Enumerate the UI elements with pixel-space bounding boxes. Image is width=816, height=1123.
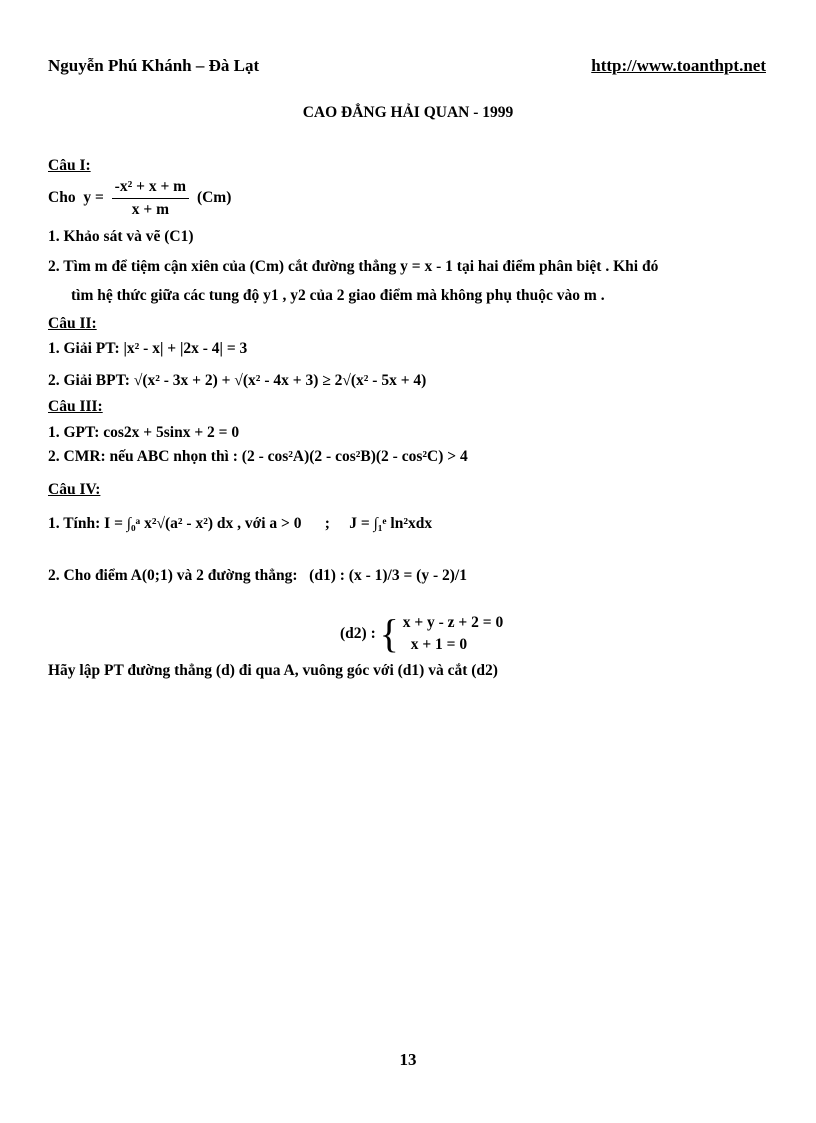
cau3-item2-label: 2. CMR: nếu ABC nhọn thì : [48, 448, 238, 465]
cau1-curve: (Cm) [196, 189, 232, 207]
cau1-item2-d: tìm hệ thức giữa các tung độ [71, 287, 260, 304]
cau4-final-d2: (d2) [471, 662, 498, 679]
cau4-d2-system [403, 612, 504, 656]
cau3-item2-eq: (2 - cos²A)(2 - cos²B)(2 - cos²C) > 4 [241, 448, 468, 465]
cau2-item1-label: 1. Giải PT: [48, 340, 120, 357]
cau4-final-a: Hãy lập PT đường thẳng (d) đi qua A, vuông góc với [48, 662, 394, 679]
cau1-frac-num: -x² + x + m [112, 178, 189, 199]
cau4-d1-label: (d1) : [309, 567, 345, 584]
cau4-final-d1: (d1) [397, 662, 425, 679]
cau4-d2-brace-icon: { [379, 611, 399, 656]
cau2-item2-label: 2. Giải BPT: [48, 372, 130, 389]
cau4-item2 [48, 567, 467, 585]
cau3-item1-eq: cos2x + 5sinx + 2 = 0 [103, 424, 240, 441]
header-author: Nguyễn Phú Khánh – Đà Lạt [48, 56, 260, 75]
cau4-item1 [48, 515, 432, 533]
cau1-y: y = [83, 189, 104, 207]
cau1-item1-curve: (C1) [164, 228, 194, 245]
cau4-d2 [340, 612, 503, 656]
cau1-item2-c: tại hai điểm phân biệt . Khi đó [456, 258, 659, 275]
cau4-d2-eq2: x + 1 = 0 [410, 636, 468, 653]
cau1-item2-b: cắt đường thẳng [287, 258, 397, 275]
cau1-item2-curve: (Cm) [249, 258, 285, 275]
cau1-item2-a: 2. Tìm m để tiệm cận xiên của [48, 258, 246, 275]
cau4-item2-label: 2. Cho điểm A(0;1) và 2 đường thẳng: [48, 567, 298, 584]
cau4-item1-label: 1. Tính: [48, 515, 101, 532]
cau1-item2 [48, 258, 658, 276]
cau1-fraction [112, 178, 189, 219]
cau4-item1-sep: ; [324, 515, 330, 532]
cau4-d2-label: (d2) : [340, 625, 376, 642]
cau1-item2-e: của 2 giao điểm mà không phụ thuộc vào m . [309, 287, 605, 304]
cau4-item1-cond: , với a > 0 [237, 515, 302, 532]
cau1-item2-cont [71, 287, 605, 305]
cau2-item2-eq: √(x² - 3x + 2) + √(x² - 4x + 3) ≥ 2√(x² - 5x + 4) [133, 372, 427, 389]
cau1-item1 [48, 228, 194, 246]
cau4-final [48, 662, 498, 680]
cau4-heading: Câu IV: [48, 481, 101, 498]
cau3-item1-label: 1. GPT: [48, 424, 100, 441]
page-number: 13 [399, 1050, 417, 1069]
cau3-item1 [48, 424, 239, 442]
cau1-item2-y: y1 , y2 [263, 287, 306, 304]
cau3-item2 [48, 448, 468, 466]
cau2-item2 [48, 372, 426, 390]
cau4-d2-eq1: x + y - z + 2 = 0 [402, 614, 504, 631]
cau1-item1-text: 1. Khảo sát và vẽ [48, 228, 161, 245]
header-url-link[interactable]: http://www.toanthpt.net [591, 56, 766, 75]
cau1-heading: Câu I: [48, 157, 91, 174]
cau4-integral-J: J = ∫₁ᵉ ln²xdx [349, 515, 433, 532]
cau1-function [48, 178, 231, 219]
cau1-item2-line: y = x - 1 [400, 258, 453, 275]
cau1-cho: Cho [48, 189, 76, 207]
cau2-heading: Câu II: [48, 315, 97, 332]
cau2-item1-eq: |x² - x| + |2x - 4| = 3 [123, 340, 248, 357]
cau3-heading: Câu III: [48, 398, 103, 415]
cau4-d1-eq: (x - 1)/3 = (y - 2)/1 [348, 567, 467, 584]
cau4-integral-I: I = ∫₀ᵃ x²√(a² - x²) dx [104, 515, 234, 532]
cau1-frac-den: x + m [131, 201, 169, 218]
page-title: CAO ĐẲNG HẢI QUAN - 1999 [302, 104, 514, 121]
cau4-final-b: và cắt [428, 662, 468, 679]
cau2-item1 [48, 340, 247, 358]
